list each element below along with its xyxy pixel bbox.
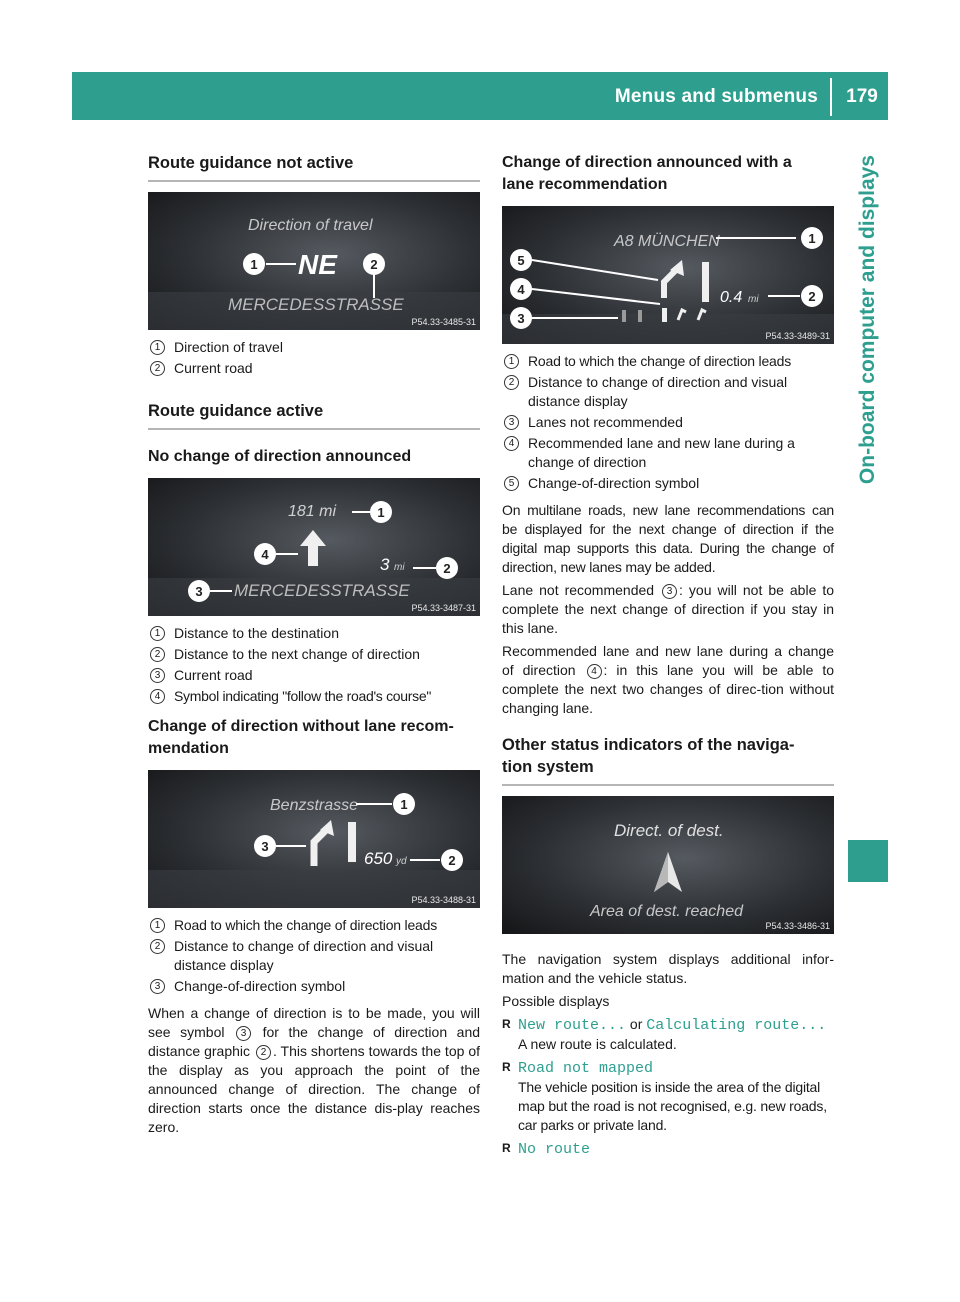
callout-1 — [243, 253, 265, 275]
screen-direction-of-travel — [148, 192, 480, 330]
svg-text:4: 4 — [261, 547, 269, 562]
image-reference: P54.33-3488-31 — [411, 895, 476, 905]
heading-route-guidance-active: Route guidance active — [148, 400, 480, 430]
legend-list — [148, 624, 480, 706]
legend-item: 3 Lanes not recommended — [502, 413, 834, 432]
paragraph-change-of-direction: When a change of direction is to be made, you will see symbol 3 for the change of direction and distance graphic 2 . This shortens towards the top of the display as you approach the point of the announced change of direction. The change of direction starts once the distance dis-play reaches zero. — [148, 1005, 481, 1135]
callout-2 — [436, 557, 458, 579]
legend-item: 2 Distance to change of direction and visual distance display — [502, 373, 834, 411]
svg-text:1: 1 — [400, 797, 408, 812]
callout-2 — [441, 849, 463, 871]
legend-list — [502, 352, 834, 493]
callout-3 — [254, 835, 276, 857]
page-number: 179 — [846, 86, 878, 107]
screen-no-change-of-direction — [148, 478, 480, 616]
screen-change-without-lane — [148, 770, 480, 908]
legend-item: 4 Symbol indicating "follow the road's course" — [148, 687, 480, 706]
screen-distance-next: 3 — [380, 555, 390, 574]
legend-list — [148, 338, 480, 378]
screen-road-name: MERCEDESSTRASSE — [228, 295, 404, 314]
svg-text:2: 2 — [370, 257, 378, 272]
legend-item: 1 Road to which the change of direction leads — [502, 352, 834, 371]
heading-change-without-lane: Change of direction without lane recom- mendation — [148, 718, 454, 757]
svg-text:5: 5 — [517, 253, 525, 268]
callout-2 — [801, 285, 823, 307]
screen-line-direction: Direction of travel — [248, 217, 373, 234]
screen-distance-unit: mi — [394, 562, 405, 573]
screen-distance-destination: 181 mi — [288, 503, 337, 520]
callout-3 — [510, 307, 532, 329]
heading-no-change-of-direction: No change of direction announced — [148, 448, 412, 465]
screen-distance: 650 — [364, 849, 393, 868]
svg-text:4: 4 — [517, 282, 525, 297]
distance-bar — [702, 262, 709, 302]
legend-item: 2 Current road — [148, 359, 480, 378]
list-item: R No route — [502, 1139, 834, 1159]
svg-text:1: 1 — [377, 505, 385, 520]
legend-item: 2 Distance to change of direction and visual distance display — [148, 937, 480, 975]
screen-destination-reached — [502, 796, 834, 934]
callout-4 — [254, 543, 276, 565]
screen-road-name: A8 MÜNCHEN — [614, 233, 720, 250]
image-reference: P54.33-3486-31 — [765, 921, 830, 931]
paragraph-multilane: On multilane roads, new lane recommendations can be displayed for the next change of direction if the digital map supports this data. During the change of direction, new lanes may be added. — [502, 502, 834, 575]
paragraph-recommended-lane: Recommended lane and new lane during a change of direction 4 : in this lane you will be able to complete the next two changes of direc-tion without changing lane. — [502, 643, 835, 716]
screen-distance-unit: mi — [748, 294, 759, 305]
svg-text:2: 2 — [808, 289, 816, 304]
callout-2 — [363, 253, 385, 275]
legend-item: 3 Change-of-direction symbol — [148, 977, 480, 996]
distance-bar — [348, 822, 356, 862]
screen-road-name: MERCEDESSTRASSE — [234, 581, 410, 600]
header-divider — [830, 78, 832, 116]
image-reference: P54.33-3487-31 — [411, 603, 476, 613]
callout-4 — [510, 278, 532, 300]
svg-text:3: 3 — [261, 839, 269, 854]
image-reference: P54.33-3485-31 — [411, 317, 476, 327]
callout-1 — [801, 227, 823, 249]
heading-route-guidance-not-active: Route guidance not active — [148, 152, 480, 182]
legend-list — [148, 916, 480, 996]
paragraph-status-info: The navigation system displays additional infor-mation and the vehicle status. — [502, 951, 834, 986]
heading-change-with-lane: Change of direction announced with a lane recommendation — [502, 154, 792, 193]
legend-item: 1 Road to which the change of direction leads — [148, 916, 480, 935]
side-tab-marker — [848, 840, 888, 882]
paragraph-lane-not-recommended: Lane not recommended 3 : you will not be able to complete the next change of direction if you stay in this lane. — [502, 582, 835, 636]
screen-road-name: Benzstrasse — [270, 797, 359, 814]
screen-distance-unit: yd — [396, 856, 407, 867]
possible-displays-list — [502, 1015, 834, 1159]
svg-text:3: 3 — [195, 584, 203, 599]
paragraph-possible-displays: Possible displays — [502, 993, 610, 1009]
list-item: R Road not mapped The vehicle position is inside the area of the digital map but the road is not recognised, e.g. new roads, car parks or private land. — [502, 1058, 834, 1135]
lane-not-recommended — [638, 310, 642, 322]
callout-3 — [188, 580, 210, 602]
screen-top-text: Direct. of dest. — [614, 821, 724, 840]
svg-text:1: 1 — [808, 231, 816, 246]
legend-item: 3 Current road — [148, 666, 480, 685]
side-tab — [848, 155, 888, 715]
image-reference: P54.33-3489-31 — [765, 331, 830, 341]
legend-item: 5 Change-of-direction symbol — [502, 474, 834, 493]
legend-item: 1 Distance to the destination — [148, 624, 480, 643]
straight-arrow-icon — [300, 530, 326, 566]
callout-5 — [510, 249, 532, 271]
legend-item: 2 Distance to the next change of direction — [148, 645, 480, 664]
left-column — [148, 152, 480, 1141]
page-header — [72, 72, 888, 120]
callout-1 — [370, 501, 392, 523]
svg-text:2: 2 — [443, 561, 451, 576]
screen-bottom-text: Area of dest. reached — [590, 903, 743, 920]
heading-other-status-indicators: Other status indicators of the naviga- tion system — [502, 734, 834, 786]
screen-distance: 0.4 — [720, 289, 743, 306]
screen-change-with-lane — [502, 206, 834, 344]
screen-heading-value: NE — [298, 249, 337, 280]
lane-recommended — [662, 308, 667, 322]
side-tab-label: On-board computer and displays — [856, 155, 879, 485]
legend-item: 4 Recommended lane and new lane during a change of direction — [502, 434, 834, 472]
lane-not-recommended — [622, 310, 626, 322]
legend-item: 1 Direction of travel — [148, 338, 480, 357]
svg-text:3: 3 — [517, 311, 525, 326]
chapter-title: Menus and submenus — [614, 86, 818, 107]
right-column — [502, 152, 834, 1163]
callout-1 — [393, 793, 415, 815]
svg-text:2: 2 — [448, 853, 456, 868]
svg-text:1: 1 — [250, 257, 258, 272]
list-item: R New route... or Calculating route... A new route is calculated. — [502, 1015, 834, 1054]
